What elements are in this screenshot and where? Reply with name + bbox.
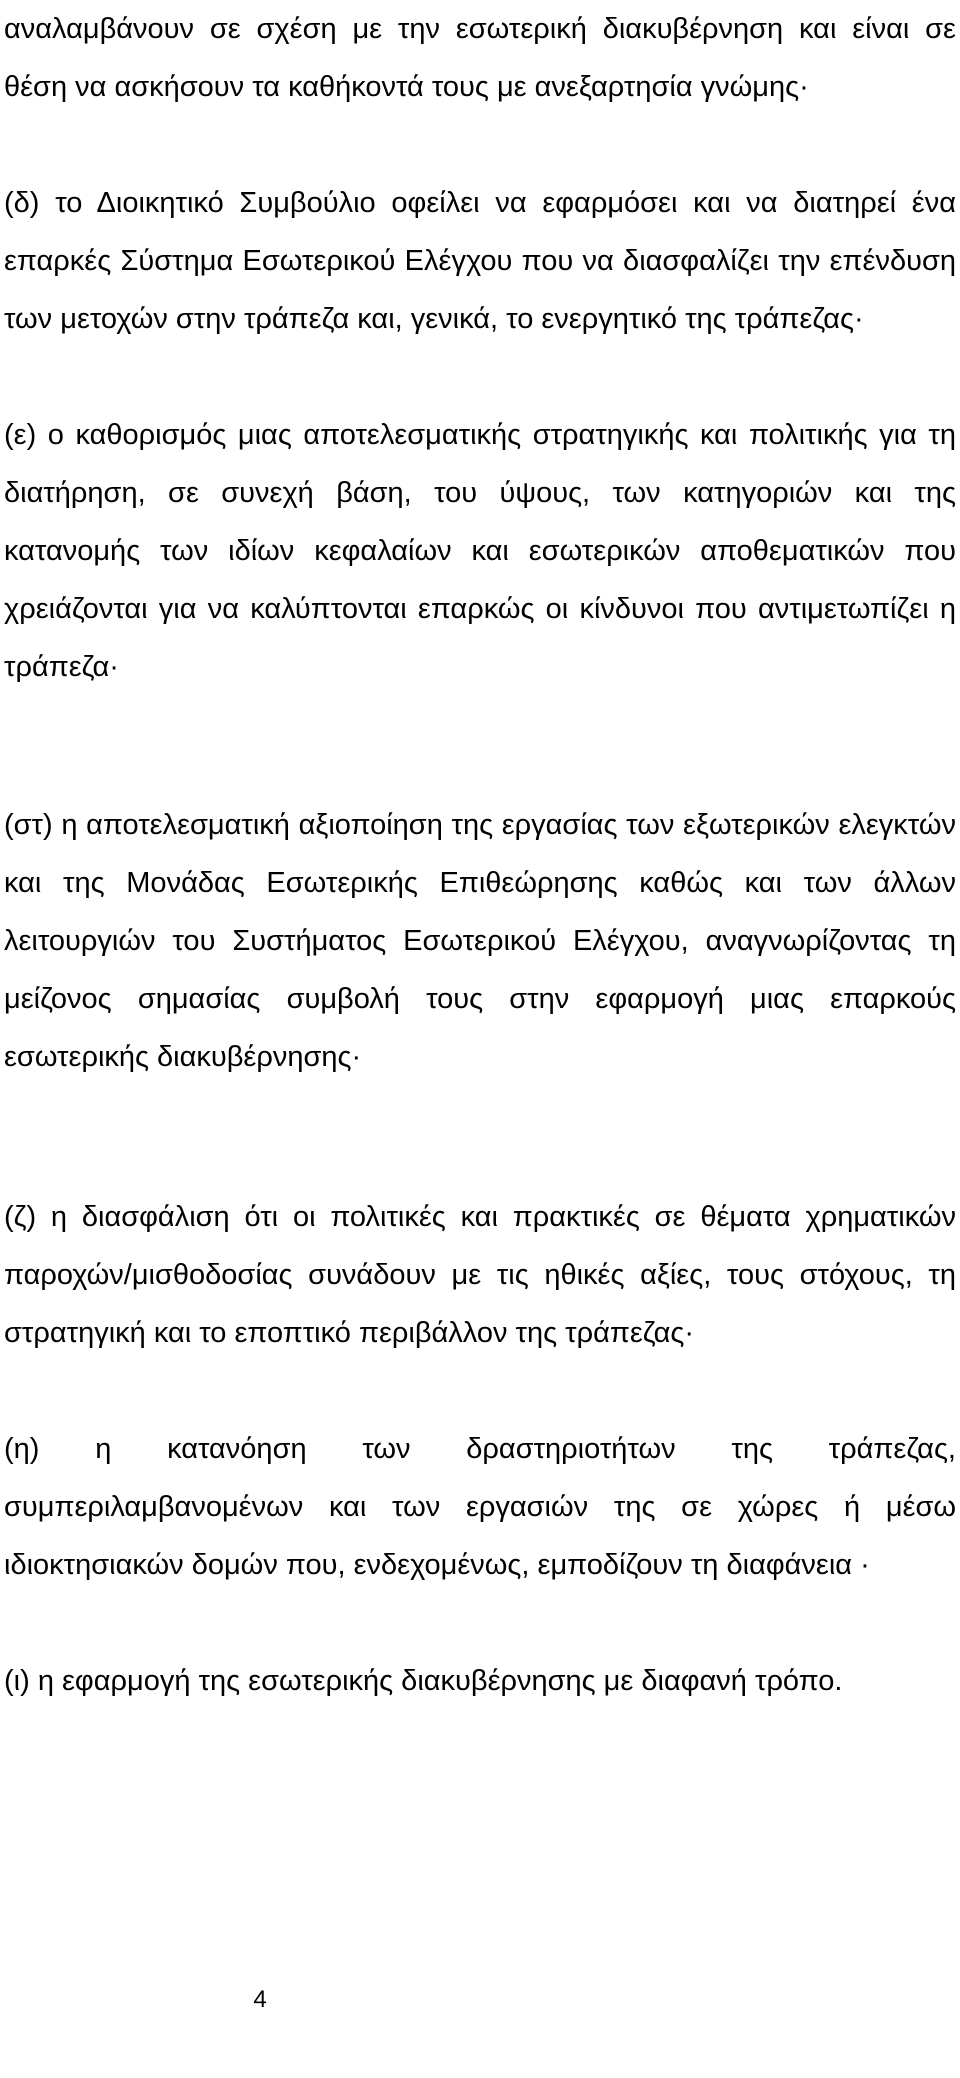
paragraph-item-i: (η) η κατανόηση των δραστηριοτήτων της τράπεζας, συμπεριλαμβανομένων και των εργασιών της σε χώρες ή μέσω ιδιοκτησιακών δομών που, ενδεχομένως, εμποδίζουν τη διαφάνεια ·	[4, 1433, 956, 1581]
paragraph-item-st: (στ) η αποτελεσματική αξιοποίηση της εργασίας των εξωτερικών ελεγκτών και της Μονάδας Εσωτερικής Επιθεώρησης καθώς και των άλλων λειτουργιών του Συστήματος Εσωτερικού Ελέγχου, αναγνωρίζοντας τη μείζονος σημασίας συμβολή τους στην εφαρμογή μιας επαρκούς εσωτερικής διακυβέρνησης·	[4, 809, 956, 1073]
page-number: 4	[253, 1986, 267, 2013]
paragraph-item-z: (ζ) η διασφάλιση ότι οι πολιτικές και πρακτικές σε θέματα χρηματικών παροχών/μισθοδοσίας συνάδουν με τις ηθικές αξίες, τους στόχους, τη στρατηγική και το εποπτικό περιβάλλον της τράπεζας·	[4, 1201, 956, 1349]
paragraph-item-theta: (ι) η εφαρμογή της εσωτερικής διακυβέρνησης με διαφανή τρόπο.	[4, 1665, 843, 1697]
paragraph-item-d: (δ) το Διοικητικό Συμβούλιο οφείλει να εφαρμόσει και να διατηρεί ένα επαρκές Σύστημα Εσωτερικού Ελέγχου που να διασφαλίζει την επένδυση των μετοχών στην τράπεζα και, γενικά, το ενεργητικό της τράπεζας·	[4, 187, 956, 335]
paragraph-continuation: αναλαμβάνουν σε σχέση με την εσωτερική διακυβέρνηση και είναι σε θέση να ασκήσουν τα καθήκοντά τους με ανεξαρτησία γνώμης·	[4, 13, 956, 103]
paragraph-item-e: (ε) ο καθορισμός μιας αποτελεσματικής στρατηγικής και πολιτικής για τη διατήρηση, σε συνεχή βάση, του ύψους, των κατηγοριών και της κατανομής των ιδίων κεφαλαίων και εσωτερικών αποθεματικών που χρειάζονται για να καλύπτονται επαρκώς οι κίνδυνοι που αντιμετωπίζει η τράπεζα·	[4, 419, 956, 683]
